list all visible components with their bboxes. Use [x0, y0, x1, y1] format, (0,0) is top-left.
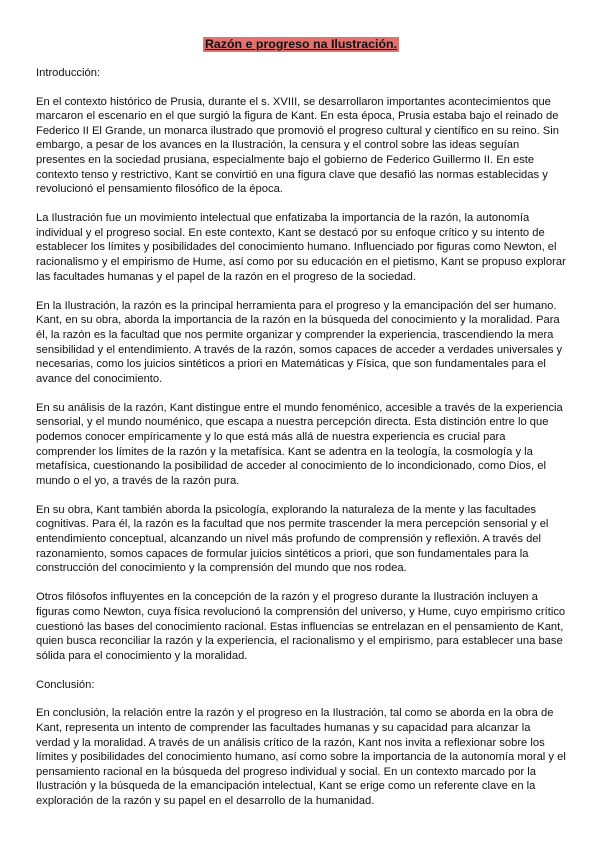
title-wrap: [36, 36, 566, 52]
conclusion-heading: Conclusión:: [36, 678, 95, 691]
paragraph-1: En el contexto histórico de Prusia, durante el s. XVIII, se desarrollaron importantes acontecimientos que marcaron el escenario en el que surgió la figura de Kant. En esta época, Prusia estaba bajo el reinado de Federico II El Grande, un monarca ilustrado que promovió el progreso cultural y científico en su reino. Sin embargo, a pesar de los avances en la Ilustración, la censura y el control sobre las ideas seguían presentes en la sociedad prusiana, especialmente bajo el gobierno de Federico Guillermo II. En este contexto tenso y restrictivo, Kant se convirtió en una figura clave que desafió las normas establecidas y revolucionó el pensamiento filosófico de la época.: [36, 95, 559, 196]
document-title: Razón e progreso na Ilustración.: [204, 37, 398, 51]
paragraph-3: En la Ilustración, la razón es la principal herramienta para el progreso y la emancipación del ser humano. Kant, en su obra, aborda la importancia de la razón en la búsqueda del conocimiento y la moralidad. Para él, la razón es la facultad que nos permite organizar y comprender la experiencia, trascendiendo la mera sensibilidad y el entendimiento. A través de la razón, somos capaces de acceder a verdades universales y necesarias, como los juicios sintéticos a priori en Matemáticas y Física, que son fundamentales para el avance del conocimiento.: [36, 299, 563, 385]
conclusion-paragraph: En conclusión, la relación entre la razón y el progreso en la Ilustración, tal como se aborda en la obra de Kant, representa un intento de comprender las facultades humanas y su capacidad para alcanzar la verdad y la moralidad. A través de un análisis crítico de la razón, Kant nos invita a reflexionar sobre los límites y posibilidades del conocimiento humano, así como sobre la importancia de la autonomía moral y el pensamiento racional en la búsqueda del progreso individual y social. En un contexto marcado por la Ilustración y la búsqueda de la emancipación intelectual, Kant se erige como un referente clave en la exploración de la razón y su papel en el desarrollo de la humanidad.: [36, 707, 566, 807]
paragraph-2: La Ilustración fue un movimiento intelectual que enfatizaba la importancia de la razón, la autonomía individual y el progreso social. En este contexto, Kant se destacó por su enfoque crítico y su intento de establecer los límites y posibilidades del conocimiento humano. Influenciado por figuras como Newton, el racionalismo y el empirismo de Hume, así como por su educación en el pietismo, Kant se propuso explorar las facultades humanas y el papel de la razón en el progreso de la sociedad.: [36, 212, 566, 283]
paragraph-5: En su obra, Kant también aborda la psicología, explorando la naturaleza de la mente y las facultades cognitivas. Para él, la razón es la facultad que nos permite trascender la mera percepción sensorial y el entendimiento conceptual, alcanzando un nivel más profundo de comprensión y reflexión. A través del razonamiento, somos capaces de formular juicios sintéticos a priori, que son fundamentales para la construcción del conocimiento y la comprensión del mundo que nos rodea.: [36, 503, 549, 575]
intro-heading: Introducción:: [36, 67, 101, 79]
paragraph-6: Otros filósofos influyentes en la concepción de la razón y el progreso durante la Ilustración incluyen a figuras como Newton, cuya física revolucionó la comprensión del universo, y Hume, cuyo empirismo crítico cuestionó las bases del conocimiento racional. Estas influencias se entrelazan en el pensamiento de Kant, quien busca reconciliar la razón y la experiencia, el racionalismo y el empirismo, para establecer una base sólida para el conocimiento y la moralidad.: [36, 591, 566, 662]
paragraph-4: En su análisis de la razón, Kant distingue entre el mundo fenoménico, accesible a través de la experiencia sensorial, y el mundo nouménico, que escapa a nuestra percepción directa. Esta distinción entre lo que podemos conocer empíricamente y lo que está más allá de nuestra experiencia es crucial para comprender los límites de la razón y la metafísica. Kant se adentra en la teología, la cosmología y la metafísica, cuestionando la posibilidad de acceder al conocimiento de lo incondicionado, como Dios, el mundo o el yo, a través de la razón pura.: [36, 401, 563, 487]
